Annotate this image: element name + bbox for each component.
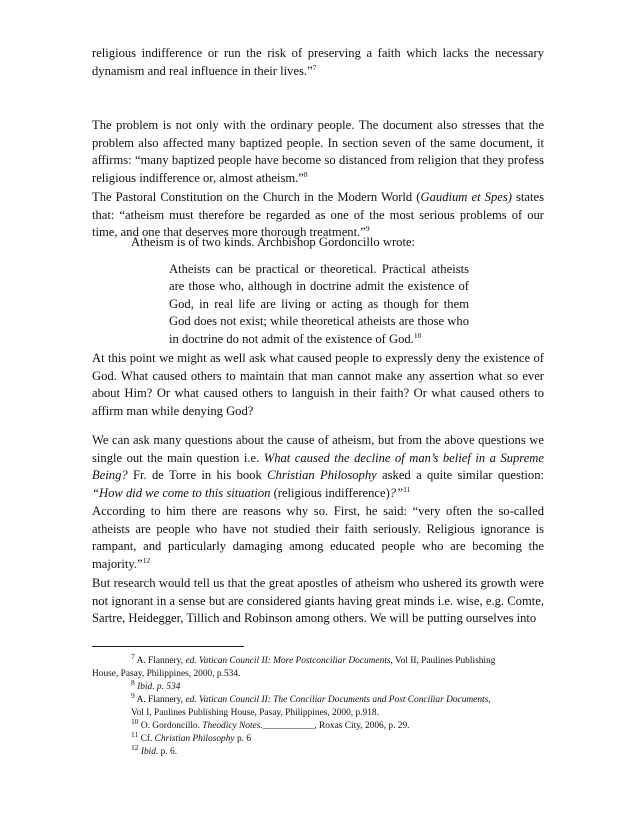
paragraph-8: But research would tell us that the great apostles of atheism who ushered its growth were not ignorant in a sense but are considered giants having great minds i.e. wise, e.g. Comte, Sartre, Heidegger, Tillich and Robinson among others. We will be putting ourselves into <box>92 576 544 626</box>
footnote-9: $^9$ A. Flannery, ed. Vatican Council II: The Conciliar Documents and Post Conciliar Documents, <box>131 690 491 705</box>
paragraph-4: Atheism is of two kinds. Archbishop Gordoncillo wrote: <box>131 235 416 249</box>
footnote-ref-11: 11 <box>403 484 411 494</box>
main-question: What caused the decline of man’s belief in a Supreme Being? <box>92 450 544 483</box>
footnote-8: $^8$ Ibid. p. 534 <box>131 677 181 692</box>
footnote-ref-7: 7 <box>312 62 317 72</box>
book-title: Christian Philosophy <box>267 468 377 483</box>
paragraph-7: According to him there are reasons why so. First, he said: “very often the so-called atheists are people who have not studied their faith seriously. Religious ignorance is rampant, and particularly damaging among educated people who are becoming the majority.”$^{12}$ <box>92 504 544 571</box>
footnote-ref-10: 10 <box>413 330 422 340</box>
footnote-9-continued: Vol I, Paulines Publishing House, Pasay, Philippines, 2000, p.918. <box>131 708 379 718</box>
paragraph-3: The Pastoral Constitution on the Church in the Modern World (Gaudium et Spes) states that: “atheism must therefore be regarded as one of the most serious problems of our time, and one that deserves more thorough treatment.”$^9$ <box>92 190 545 240</box>
footnote-7: $^7$ A. Flannery, ed. Vatican Council II: More Postconciliar Documents, Vol II, Paulines Publishing <box>131 651 496 666</box>
similar-question: “How did we come to this situation <box>92 485 271 500</box>
paragraph-5: At this point we might as well ask what caused people to expressly deny the existence of God. What caused others to maintain that man cannot make any assertion what so ever about Him? Or what caused others to languish in their faith? Or what caused others to affirm man while denying God? <box>92 351 544 418</box>
footnote-ref-9: 9 <box>365 224 370 233</box>
footnote-10: $^{10}$ O. Gordoncillo. Theodicy Notes.___________, Roxas City, 2006, p. 29. <box>131 716 410 731</box>
paragraph-2: The problem is not only with the ordinary people. The document also stresses that the problem also affected many baptized people. In section seven of the same document, it affirms: “many baptized people have become so distanced from religion that they profess religious indifference or, almost atheism.”$^8$ <box>92 118 544 185</box>
document-title: Gaudium et Spes) <box>420 190 512 204</box>
block-quote: Atheists can be practical or theoretical. Practical atheists are those who, although in doctrine admit the existence of God, in real life are living or acting as though for them God does not exist; while theoretical atheists are those who in doctrine do not admit of the existence of God.$^{10}$ <box>169 262 469 346</box>
footnote-ref-8: 8 <box>303 169 308 179</box>
footnote-12: $^{12}$ Ibid. p. 6. <box>131 742 178 757</box>
paragraph-1: religious indifference or run the risk of preserving a faith which lacks the necessary dynamism and real influence in their lives.”$^7$ <box>92 46 544 78</box>
footnote-divider <box>92 646 244 647</box>
footnote-7-continued: House, Pasay, Philippines, 2000, p.534. <box>92 669 241 679</box>
paragraph-6: We can ask many questions about the cause of atheism, but from the above questions we single out the main question i.e. What caused the decline of man’s belief in a Supreme Being? Fr. de Torre in his book Christian Philosophy asked a quite similar question: “How did we come to this situation (religious indifference)?”$^{11}$ <box>92 433 544 500</box>
footnote-ref-12: 12 <box>142 555 151 565</box>
footnote-11: $^{11}$ Cf. Christian Philosophy p. 6 <box>131 729 251 744</box>
